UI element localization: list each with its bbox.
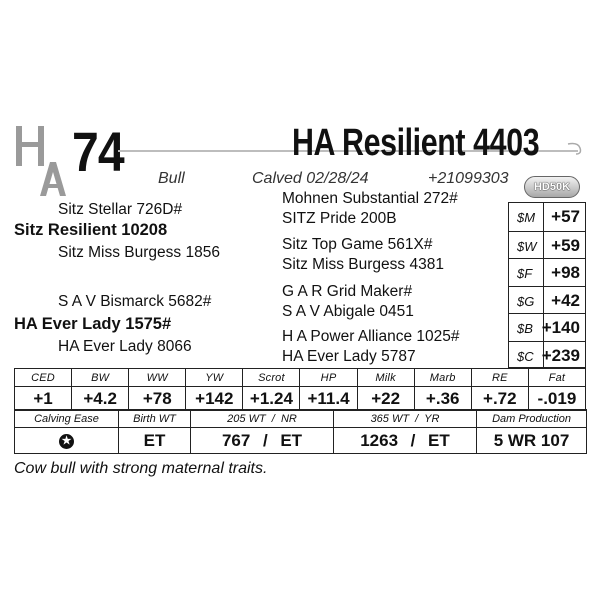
pedigree-gg-2: SITZ Pride 200B xyxy=(282,210,397,227)
index-label: $C xyxy=(517,348,534,364)
epd-value-marb: +.36 xyxy=(414,387,471,411)
dam-dam: HA Ever Lady 8066 xyxy=(58,338,192,355)
dam: HA Ever Lady 1575# xyxy=(14,315,172,333)
epd-header-marb: Marb xyxy=(414,369,471,387)
epd-header-row xyxy=(15,369,586,387)
wt205-value: 767 xyxy=(221,430,251,450)
comment-text: Cow bull with strong maternal traits. xyxy=(14,460,268,477)
pedigree-gg-7: H A Power Alliance 1025# xyxy=(282,328,460,345)
index-row-c xyxy=(509,341,585,370)
epd-table xyxy=(14,368,586,411)
index-value: +42 xyxy=(551,290,580,310)
index-value: +140 xyxy=(541,318,580,337)
hd50k-badge: HD50K xyxy=(524,176,580,198)
wt205-cell xyxy=(191,428,334,454)
dollar-index-box xyxy=(508,202,586,368)
epd-value-ww: +78 xyxy=(129,387,186,411)
hook-icon xyxy=(566,140,586,158)
epd-header-yw: YW xyxy=(186,369,243,387)
index-row-w xyxy=(509,231,585,260)
index-value: +239 xyxy=(541,345,580,365)
dam-sire: S A V Bismarck 5682# xyxy=(58,293,212,310)
pedigree-gg-4: Sitz Miss Burgess 4381 xyxy=(282,256,444,273)
epd-value-hp: +11.4 xyxy=(300,387,357,411)
epd-value-bw: +4.2 xyxy=(72,387,129,411)
epd-header-ww: WW xyxy=(129,369,186,387)
sire: Sitz Resilient 10208 xyxy=(14,221,168,239)
sire-sire: Sitz Stellar 726D# xyxy=(58,201,183,218)
nr-value: ET xyxy=(280,430,303,450)
index-row-f xyxy=(509,258,585,287)
header-205-wt: 205 WT / NR xyxy=(191,410,334,428)
index-row-b xyxy=(509,313,585,342)
index-label: $F xyxy=(517,266,533,281)
index-value: +57 xyxy=(551,207,580,226)
star-circle-icon: ★ xyxy=(59,434,74,449)
index-value: +59 xyxy=(551,235,580,255)
index-label: $M xyxy=(517,210,536,225)
index-value: +98 xyxy=(551,263,580,282)
birth-wt-value: ET xyxy=(119,428,191,454)
pedigree-gg-5: G A R Grid Maker# xyxy=(282,283,413,300)
epd-value-ced: +1 xyxy=(15,387,72,411)
header-calving-ease: Calving Ease xyxy=(15,410,119,428)
index-label: $W xyxy=(517,238,537,254)
pedigree-gg-6: S A V Abigale 0451 xyxy=(282,303,414,320)
epd-value-re: +.72 xyxy=(471,387,528,411)
index-row-g xyxy=(509,286,585,315)
performance-value-row xyxy=(15,428,587,454)
epd-value-scrot: +1.24 xyxy=(243,387,300,411)
epd-value-milk: +22 xyxy=(357,387,414,411)
performance-header-row xyxy=(15,410,587,428)
index-row-m xyxy=(509,203,585,231)
epd-header-hp: HP xyxy=(300,369,357,387)
pedigree-gg-1: Mohnen Substantial 272# xyxy=(282,190,458,207)
epd-header-ced: CED xyxy=(15,369,72,387)
registration-number: +21099303 xyxy=(428,170,509,187)
calved-date: Calved 02/28/24 xyxy=(252,170,369,187)
sire-dam: Sitz Miss Burgess 1856 xyxy=(58,244,220,261)
animal-name: HA Resilient 4403 xyxy=(292,122,540,164)
header-365-wt: 365 WT / YR xyxy=(334,410,477,428)
separator: / xyxy=(262,430,268,450)
ha-logo-icon xyxy=(14,122,66,198)
pedigree-gg-3: Sitz Top Game 561X# xyxy=(282,236,433,253)
calving-ease-cell xyxy=(15,428,119,454)
yr-value: ET xyxy=(428,430,450,450)
epd-header-milk: Milk xyxy=(357,369,414,387)
separator: / xyxy=(410,430,416,450)
lot-number: 74 xyxy=(72,120,124,183)
epd-header-bw: BW xyxy=(72,369,129,387)
sex-label: Bull xyxy=(158,170,185,187)
index-label: $B xyxy=(517,321,533,336)
epd-value-row xyxy=(15,387,586,411)
dam-production-value: 5 WR 107 xyxy=(477,428,587,454)
header-dam-production: Dam Production xyxy=(477,410,587,428)
pedigree-gg-8: HA Ever Lady 5787 xyxy=(282,348,416,365)
wt365-value: 1263 xyxy=(360,430,399,450)
epd-value-yw: +142 xyxy=(186,387,243,411)
epd-value-fat: -.019 xyxy=(528,387,585,411)
epd-header-re: RE xyxy=(471,369,528,387)
index-label: $G xyxy=(517,293,535,309)
performance-table xyxy=(14,409,587,454)
epd-header-scrot: Scrot xyxy=(243,369,300,387)
epd-header-fat: Fat xyxy=(528,369,585,387)
header-birth-wt: Birth WT xyxy=(119,410,191,428)
wt365-cell xyxy=(334,428,477,454)
